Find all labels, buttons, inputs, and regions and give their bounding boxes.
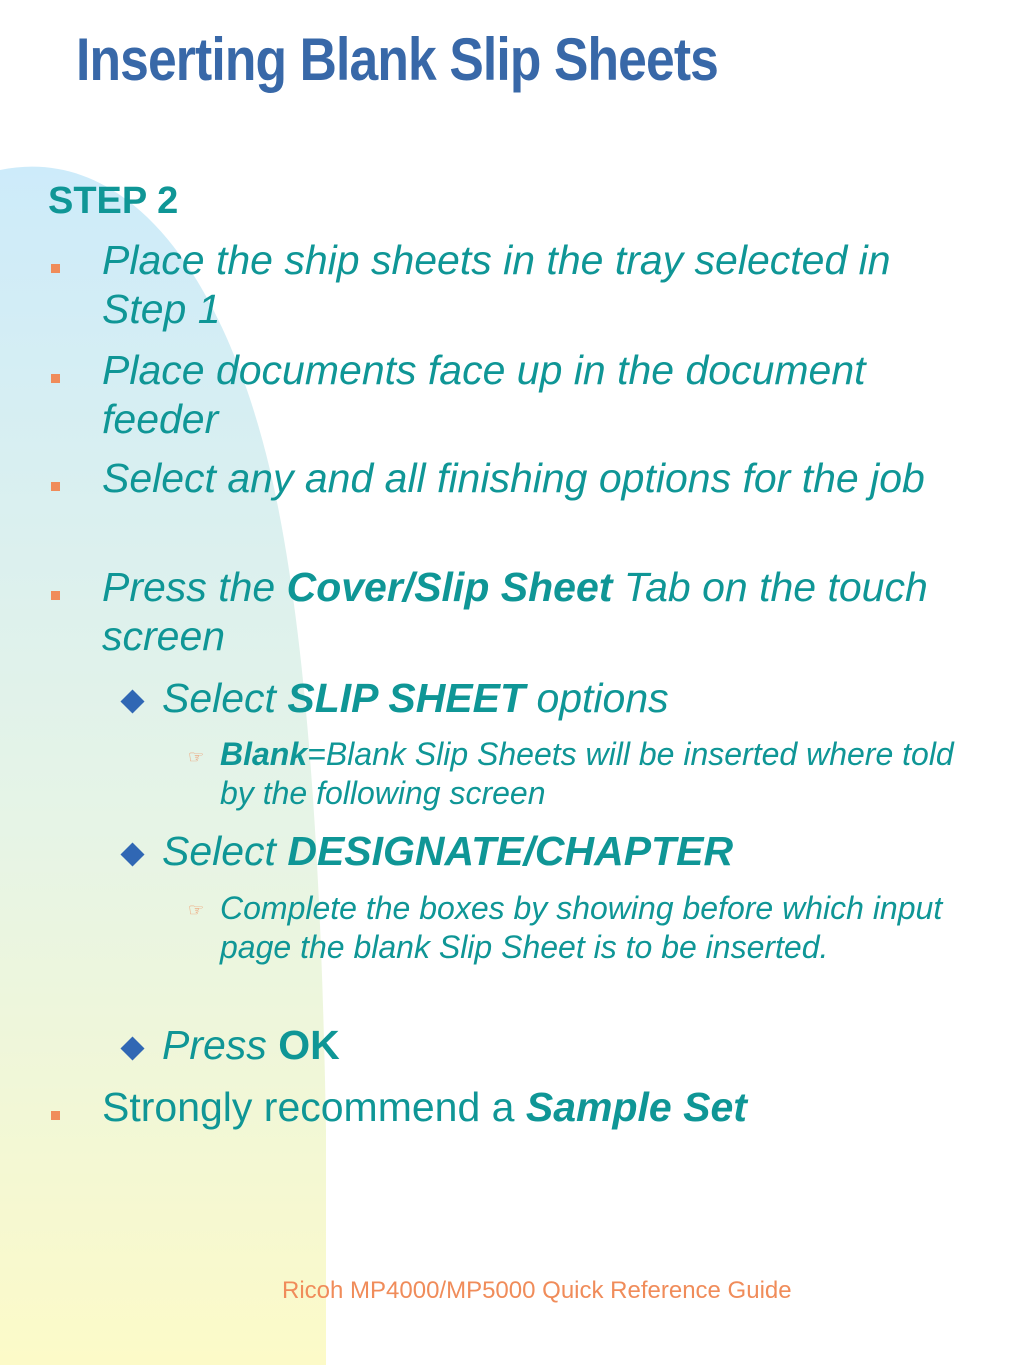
sub-bullet-item — [162, 674, 982, 723]
square-bullet-icon — [51, 264, 60, 273]
sub-sub-bullet-text-bold: Blank — [220, 736, 308, 772]
sub-bullet-text-pre: Press — [162, 1022, 279, 1068]
bullet-text-pre: Strongly recommend a — [102, 1084, 526, 1130]
sub-sub-bullet-item — [220, 735, 960, 813]
pointing-hand-icon: ☞ — [188, 900, 205, 920]
bullet-item — [102, 454, 982, 503]
sub-sub-bullet-text: Complete the boxes by showing before which input page the blank Slip Sheet is to be inserted. — [220, 890, 943, 965]
bullet-text-post: Tab on the touch screen — [102, 564, 928, 659]
bullet-text: Select any and all finishing options for the job — [102, 455, 925, 501]
bullet-item — [102, 346, 982, 444]
sub-bullet-text-pre: Select — [162, 675, 288, 721]
step-label: STEP 2 — [48, 180, 179, 222]
bullet-item — [102, 236, 982, 334]
bullet-text-pre: Press the — [102, 564, 287, 610]
pointing-hand-icon: ☞ — [188, 747, 205, 767]
bullet-text: Place the ship sheets in the tray selected in Step 1 — [102, 237, 891, 332]
square-bullet-icon — [51, 591, 60, 600]
footer-text: Ricoh MP4000/MP5000 Quick Reference Guide — [282, 1277, 792, 1304]
square-bullet-icon — [51, 482, 60, 491]
bullet-item — [102, 1083, 982, 1132]
sub-bullet-item — [162, 1021, 982, 1070]
bullet-item — [102, 563, 982, 661]
bullet-text-bold: Cover/Slip Sheet — [286, 564, 613, 610]
sub-sub-bullet-text-post: =Blank Slip Sheets will be inserted where told by the following screen — [220, 736, 954, 811]
slide-title: Inserting Blank Slip Sheets — [76, 26, 719, 93]
bullet-text-bold: Sample Set — [525, 1084, 747, 1130]
sub-bullet-text-pre: Select — [162, 828, 288, 874]
sub-sub-bullet-item — [220, 889, 960, 967]
square-bullet-icon — [51, 374, 60, 383]
square-bullet-icon — [51, 1111, 60, 1120]
sub-bullet-text-bold: OK — [278, 1022, 340, 1068]
sub-bullet-item — [162, 827, 982, 876]
sub-bullet-text-bold: SLIP SHEET — [287, 675, 526, 721]
sub-bullet-text-bold: DESIGNATE/CHAPTER — [287, 828, 734, 874]
bullet-text: Place documents face up in the document feeder — [102, 347, 866, 442]
sub-bullet-text-post: options — [525, 675, 669, 721]
